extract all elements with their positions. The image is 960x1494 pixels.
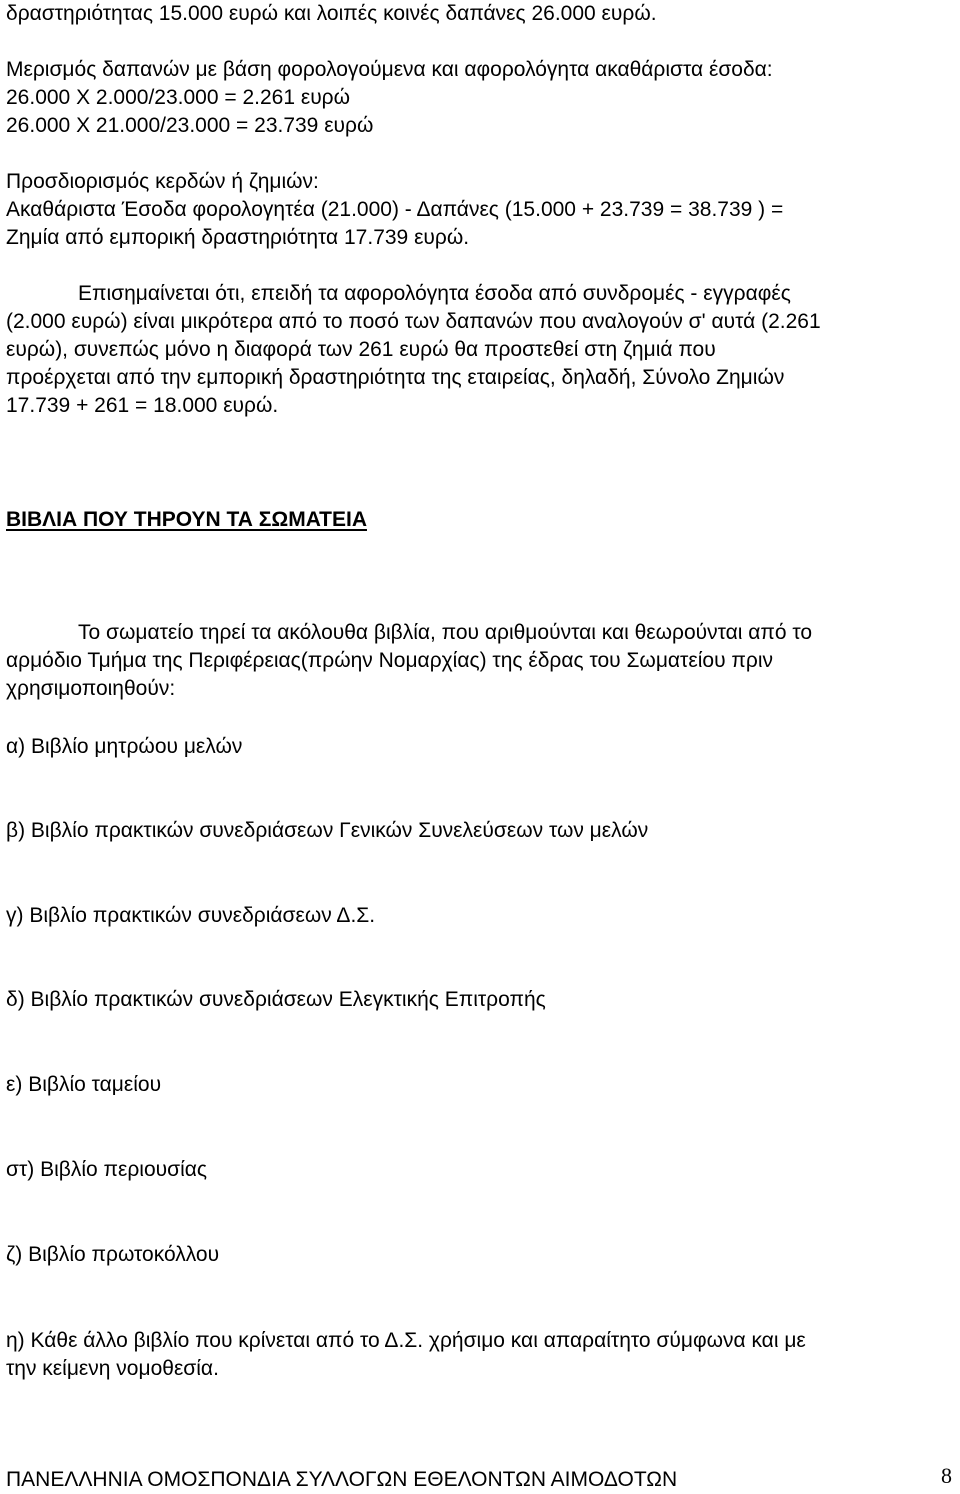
body-line-9: (2.000 ευρώ) είναι μικρότερα από το ποσό των δαπανών που αναλογούν σ' αυτά (2.261 xyxy=(6,310,821,333)
list-item-st: στ) Βιβλίο περιουσίας xyxy=(6,1158,208,1181)
body-line-7: Ζημία από εμπορική δραστηριότητα 17.739 ευρώ. xyxy=(6,226,470,249)
list-item-h-line-2: την κείμενη νομοθεσία. xyxy=(6,1357,219,1380)
body-line-3: 26.000 Χ 2.000/23.000 = 2.261 ευρώ xyxy=(6,86,351,109)
footer-organization: ΠΑΝΕΛΛΗΝΙΑ ΟΜΟΣΠΟΝΔΙΑ ΣΥΛΛΟΓΩΝ ΕΘΕΛΟΝΤΩΝ ΑΙΜΟΔΟΤΩΝ xyxy=(6,1468,678,1491)
body-line-4: 26.000 Χ 21.000/23.000 = 23.739 ευρώ xyxy=(6,114,374,137)
intro-line-3: χρησιμοποιηθούν: xyxy=(6,677,176,700)
body-line-11: προέρχεται από την εμπορική δραστηριότητα της εταιρείας, δηλαδή, Σύνολο Ζημιών xyxy=(6,366,785,389)
list-item-h-line-1: η) Κάθε άλλο βιβλίο που κρίνεται από το Δ.Σ. χρήσιμο και απαραίτητο σύμφωνα και με xyxy=(6,1329,806,1352)
body-line-5: Προσδιορισμός κερδών ή ζημιών: xyxy=(6,170,319,193)
intro-line-2: αρμόδιο Τμήμα της Περιφέρειας(πρώην Νομαρχίας) της έδρας του Σωματείου πριν xyxy=(6,649,773,672)
list-item-d: δ) Βιβλίο πρακτικών συνεδριάσεων Ελεγκτικής Επιτροπής xyxy=(6,988,546,1011)
section-heading: ΒΙΒΛΙΑ ΠΟΥ ΤΗΡΟΥΝ ΤΑ ΣΩΜΑΤΕΙΑ xyxy=(6,508,367,531)
body-line-10: ευρώ), συνεπώς μόνο η διαφορά των 261 ευρώ θα προστεθεί στη ζημιά που xyxy=(6,338,716,361)
body-line-8: Επισημαίνεται ότι, επειδή τα αφορολόγητα έσοδα από συνδρομές - εγγραφές xyxy=(78,282,791,305)
body-line-6: Ακαθάριστα Έσοδα φορολογητέα (21.000) - Δαπάνες (15.000 + 23.739 = 38.739 ) = xyxy=(6,198,784,221)
list-item-z: ζ) Βιβλίο πρωτοκόλλου xyxy=(6,1243,220,1266)
body-line-1: δραστηριότητας 15.000 ευρώ και λοιπές κοινές δαπάνες 26.000 ευρώ. xyxy=(6,2,657,25)
intro-line-1: Το σωματείο τηρεί τα ακόλουθα βιβλία, που αριθμούνται και θεωρούνται από το xyxy=(78,621,813,644)
list-item-c: γ) Βιβλίο πρακτικών συνεδριάσεων Δ.Σ. xyxy=(6,904,376,927)
list-item-a: α) Βιβλίο μητρώου μελών xyxy=(6,735,243,758)
body-line-12: 17.739 + 261 = 18.000 ευρώ. xyxy=(6,394,279,417)
list-item-b: β) Βιβλίο πρακτικών συνεδριάσεων Γενικών Συνελεύσεων των μελών xyxy=(6,819,649,842)
body-line-2: Μερισμός δαπανών με βάση φορολογούμενα και αφορολόγητα ακαθάριστα έσοδα: xyxy=(6,58,773,81)
page-number: 8 xyxy=(941,1463,952,1488)
list-item-e: ε) Βιβλίο ταμείου xyxy=(6,1073,162,1096)
